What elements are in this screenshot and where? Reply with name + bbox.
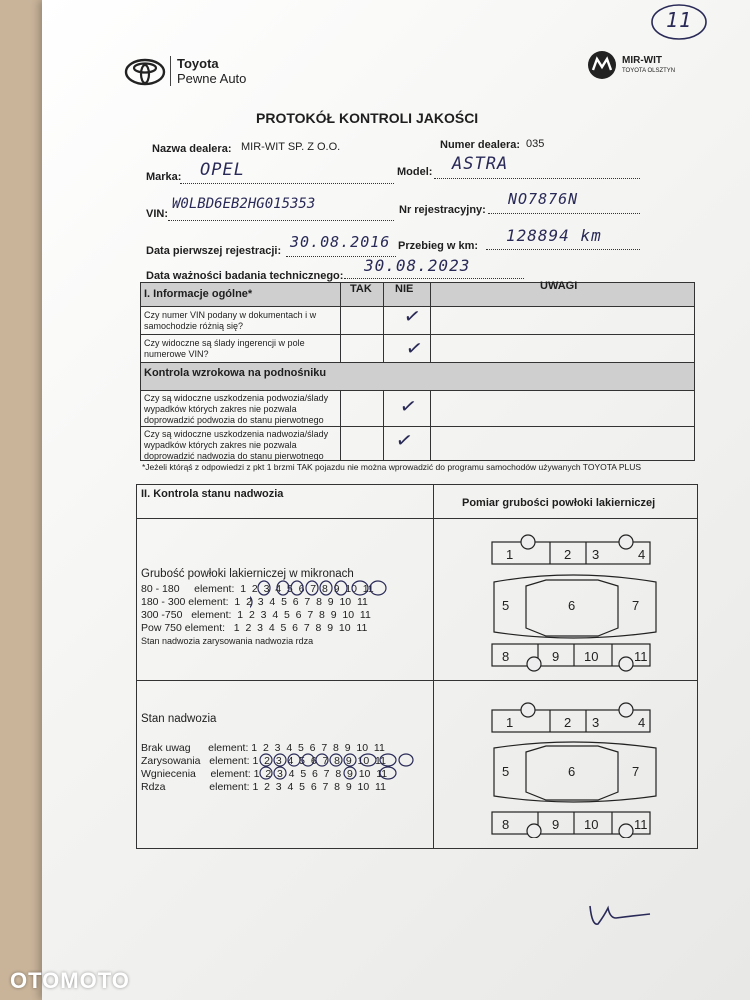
panel-number: 7 xyxy=(632,764,640,779)
col-yes-header: TAK xyxy=(350,283,372,295)
panel-number: 1 xyxy=(506,547,514,562)
panel-number: 3 xyxy=(592,715,600,730)
answer-no-check: ✓ xyxy=(398,392,419,420)
car-panel-diagram-bottom xyxy=(488,698,664,838)
panel-number: 9 xyxy=(552,649,560,664)
question-chassis-damage: Czy są widoczne uszkodzenia podwozia/ślady wypadków których zakres nie pozwala doprowadzić podwozia do stanu pierwotnego xyxy=(144,393,329,425)
dealer-number-value: 035 xyxy=(526,138,545,150)
dealer-name-label: Nazwa dealera: xyxy=(152,143,232,155)
question-vin-tampering: Czy widoczne są ślady ingerencji w pole numerowe VIN? xyxy=(144,338,305,359)
dealer-number-label: Numer dealera: xyxy=(440,139,521,151)
handwritten-marks xyxy=(256,752,416,782)
col-no-header: NIE xyxy=(395,283,414,295)
handwritten-marks xyxy=(250,578,390,612)
panel-number: 11 xyxy=(634,817,648,832)
answer-no-check: ✓ xyxy=(402,302,423,330)
paint-row-180-300: 180 - 300 element: 1 2 3 4 5 6 7 8 9 10 11 xyxy=(141,596,368,608)
make-value: OPEL xyxy=(200,160,245,180)
page-number: 11 xyxy=(666,8,693,32)
panel-number: 10 xyxy=(584,817,599,832)
panel-number: 10 xyxy=(584,649,599,664)
panel-number: 7 xyxy=(632,598,640,613)
paint-row-80-180: 80 - 180 element: 1 2 3 4 5 6 7 8 9 10 11 xyxy=(141,583,374,595)
panel-number: 6 xyxy=(568,764,576,779)
paint-measure-title: Pomiar grubości powłoki lakierniczej xyxy=(462,497,656,509)
panel-number: 5 xyxy=(502,764,510,779)
signature xyxy=(586,896,656,932)
panel-number: 1 xyxy=(506,715,514,730)
inspection-label: Data ważności badania technicznego: xyxy=(146,270,344,282)
panel-number: 5 xyxy=(502,598,510,613)
question-vin-mismatch: Czy numer VIN podany w dokumentach i w samochodzie różnią się? xyxy=(144,310,317,331)
dealer-logo-sub: TOYOTA OLSZTYN xyxy=(622,68,676,74)
footnote: *Jeżeli którąś z odpowiedzi z pkt 1 brzmi TAK pojazdu nie można wprowadzić do programu samochodów używanych TOYOTA PLUS xyxy=(142,462,642,472)
body-row-scratches: Zarysowania element: 1 2 3 4 5 6 7 8 9 10 11 xyxy=(141,755,386,767)
vin-value: W0LBD6EB2HG015353 xyxy=(172,196,316,212)
panel-number: 2 xyxy=(564,715,572,730)
first-reg-label: Data pierwszej rejestracji: xyxy=(146,245,282,257)
paint-heading: Grubość powłoki lakierniczej w mikronach xyxy=(141,568,354,580)
dealer-logo-name: MIR-WIT xyxy=(622,55,662,66)
model-value: ASTRA xyxy=(452,154,509,174)
vin-label: VIN: xyxy=(146,208,168,220)
answer-no-check: ✓ xyxy=(394,426,415,454)
body-row-no-remarks: Brak uwag element: 1 2 3 4 5 6 7 8 9 10 11 xyxy=(141,742,385,754)
panel-number: 4 xyxy=(638,715,646,730)
logo-divider xyxy=(170,56,171,86)
panel-number: 9 xyxy=(552,817,560,832)
panel-number: 8 xyxy=(502,817,510,832)
make-label: Marka: xyxy=(146,171,182,183)
car-panel-diagram-top xyxy=(488,532,664,672)
otomoto-watermark: OTOMOTO xyxy=(10,968,130,993)
panel-number: 2 xyxy=(564,547,572,562)
brand-name: Toyota xyxy=(177,56,219,71)
dealer-name-value: MIR-WIT SP. Z O.O. xyxy=(241,141,341,153)
panel-number: 4 xyxy=(638,547,646,562)
mir-wit-logo-icon xyxy=(586,50,618,80)
body-section-title: II. Kontrola stanu nadwozia xyxy=(141,488,284,500)
panel-number: 8 xyxy=(502,649,510,664)
paint-row-over-750: Pow 750 element: 1 2 3 4 5 6 7 8 9 10 11 xyxy=(141,622,368,634)
first-reg-value: 30.08.2016 xyxy=(290,233,391,251)
body-row-rust: Rdza element: 1 2 3 4 5 6 7 8 9 10 11 xyxy=(141,781,386,793)
body-state-heading: Stan nadwozia xyxy=(141,713,217,725)
lift-inspection-heading: Kontrola wzrokowa na podnośniku xyxy=(144,367,327,379)
brand-sub: Pewne Auto xyxy=(177,71,247,86)
page-title: PROTOKÓŁ KONTROLI JAKOŚCI xyxy=(256,110,479,126)
toyota-logo-icon xyxy=(124,58,166,86)
mileage-value: 128894 km xyxy=(506,226,602,245)
col-notes-header: UWAGI xyxy=(540,280,578,292)
panel-number: 11 xyxy=(634,649,648,664)
mileage-label: Przebieg w km: xyxy=(398,240,479,252)
inspection-value: 30.08.2023 xyxy=(364,256,471,275)
reg-label: Nr rejestracyjny: xyxy=(399,204,486,216)
model-label: Model: xyxy=(397,166,433,178)
general-info-heading: I. Informacje ogólne* xyxy=(144,288,253,300)
paint-note: Stan nadwozia zarysowania nadwozia rdza xyxy=(141,636,314,646)
reg-value: NO7876N xyxy=(508,190,579,208)
panel-number: 3 xyxy=(592,547,600,562)
paint-row-300-750: 300 -750 element: 1 2 3 4 5 6 7 8 9 10 11 xyxy=(141,609,371,621)
panel-number: 6 xyxy=(568,598,576,613)
question-body-damage: Czy są widoczne uszkodzenia nadwozia/ślady wypadków których zakres nie pozwala doprowadzić nadwozia do stanu pierwotnego xyxy=(144,429,329,461)
body-row-dents: Wgniecenia element: 1 2 3 4 5 6 7 8 9 10 11 xyxy=(141,768,388,780)
answer-no-check: ✓ xyxy=(404,334,425,362)
